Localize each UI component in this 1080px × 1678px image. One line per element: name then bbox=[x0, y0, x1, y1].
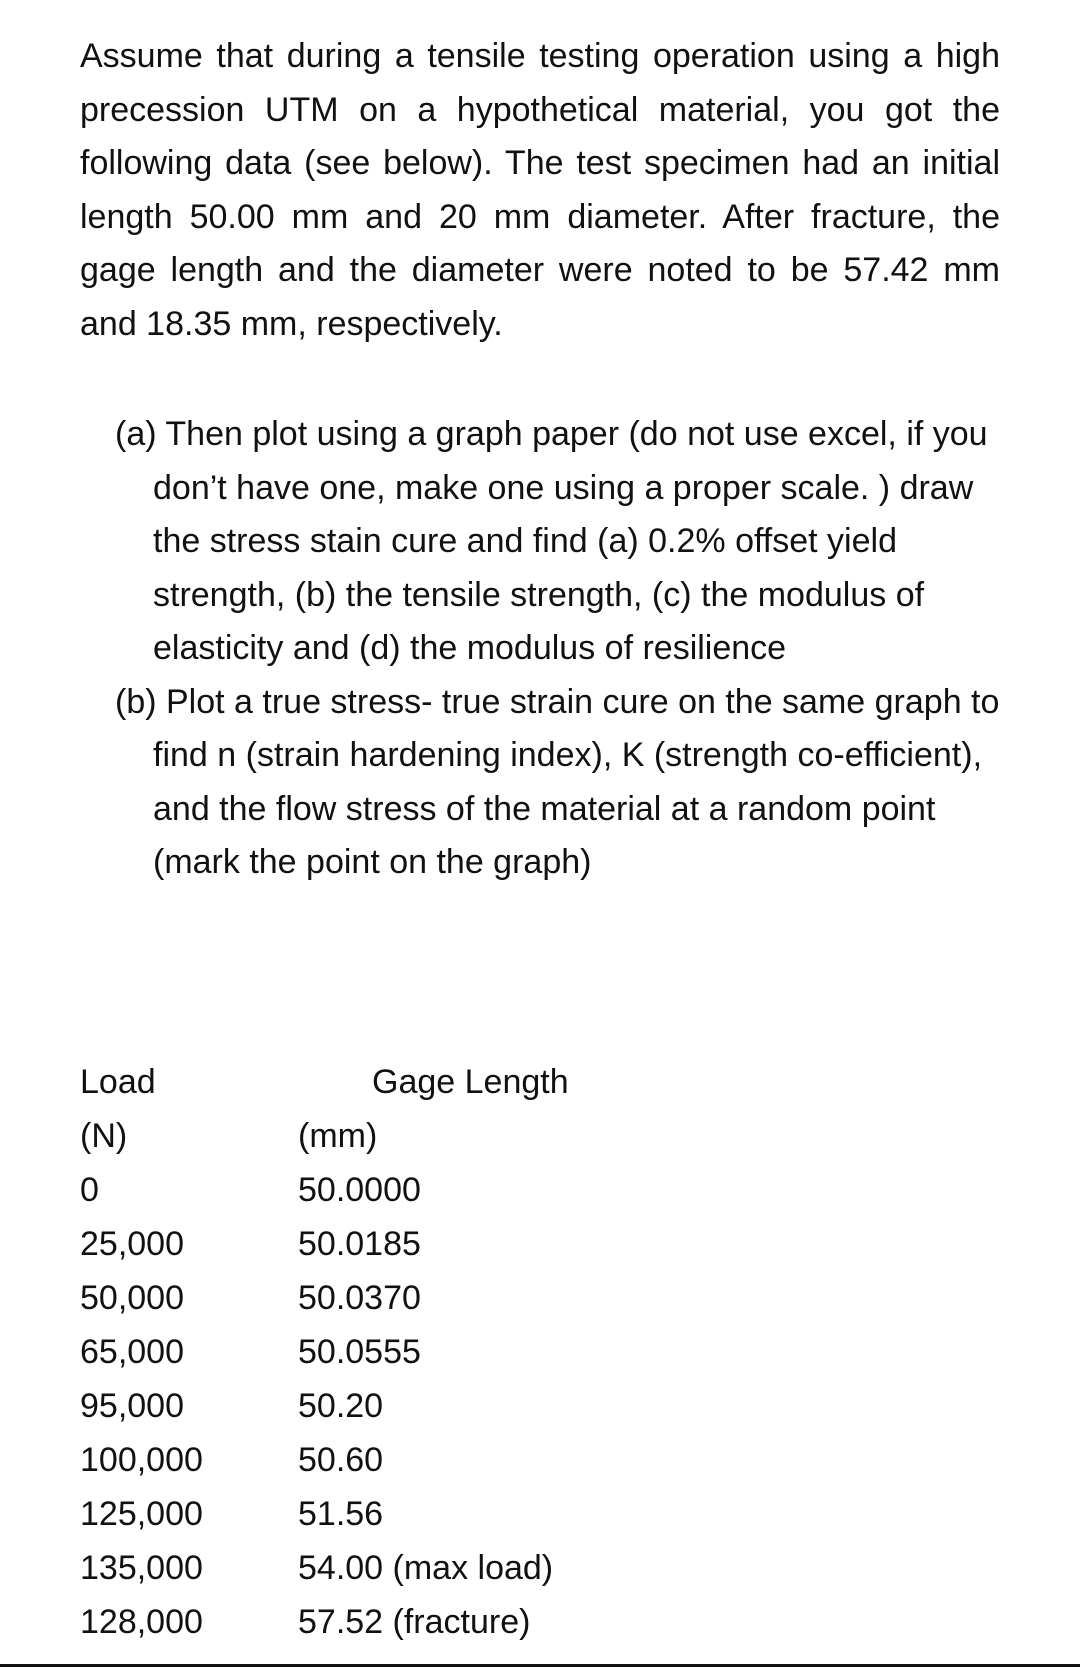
load-cell: 125,000 bbox=[80, 1495, 203, 1533]
table-row bbox=[80, 1379, 680, 1433]
question-list bbox=[115, 408, 1005, 890]
load-cell: 25,000 bbox=[80, 1225, 184, 1263]
header-gage-length: Gage Length bbox=[372, 1063, 569, 1101]
table-row bbox=[80, 1541, 680, 1595]
question-part-b: (b) Plot a true stress- true strain cure on the same graph to find n (strain hardening index), K (strength co-efficient), and the flow stress of the material at a random point (mark the point on the graph) bbox=[115, 682, 1000, 881]
table-header-units-row bbox=[80, 1109, 680, 1163]
question-part-a: (a) Then plot using a graph paper (do not use excel, if you don’t have one, make one using a proper scale. ) draw the stress stain cure and find (a) 0.2% offset yield strength, (b) the tensile strength, (c) the modulus of elasticity and (d) the modulus of resilience bbox=[115, 415, 988, 667]
length-cell: 51.56 bbox=[298, 1495, 384, 1533]
table-row bbox=[80, 1487, 680, 1541]
load-cell: 135,000 bbox=[80, 1549, 203, 1587]
load-cell: 100,000 bbox=[80, 1441, 203, 1479]
data-table bbox=[80, 1055, 680, 1649]
table-row bbox=[80, 1325, 680, 1379]
load-cell: 0 bbox=[80, 1171, 99, 1209]
table-row bbox=[80, 1217, 680, 1271]
length-cell: 50.0370 bbox=[298, 1279, 421, 1317]
length-cell: 50.20 bbox=[298, 1387, 384, 1425]
length-cell: 50.0000 bbox=[298, 1171, 421, 1209]
table-row bbox=[80, 1163, 680, 1217]
table-row bbox=[80, 1433, 680, 1487]
load-cell: 50,000 bbox=[80, 1279, 184, 1317]
header-gage-length-unit: (mm) bbox=[298, 1117, 378, 1155]
header-load: Load bbox=[80, 1063, 156, 1101]
length-cell: 50.60 bbox=[298, 1441, 384, 1479]
length-cell: 50.0555 bbox=[298, 1333, 421, 1371]
load-cell: 128,000 bbox=[80, 1603, 203, 1641]
length-cell: 57.52 (fracture) bbox=[298, 1603, 531, 1641]
table-row bbox=[80, 1595, 680, 1649]
length-cell: 54.00 (max load) bbox=[298, 1549, 554, 1587]
table-header-row bbox=[80, 1055, 680, 1109]
header-load-unit: (N) bbox=[80, 1117, 128, 1155]
bottom-divider bbox=[0, 1664, 1080, 1667]
load-cell: 65,000 bbox=[80, 1333, 184, 1371]
load-cell: 95,000 bbox=[80, 1387, 184, 1425]
table-row bbox=[80, 1271, 680, 1325]
problem-statement: Assume that during a tensile testing operation using a high precession UTM on a hypothetical material, you got the following data (see below). The test specimen had an initial length 50.00 mm and 20 mm diameter. After fracture, the gage length and the diameter were noted to be 57.42 mm and 18.35 mm, respectively. bbox=[80, 37, 1000, 343]
length-cell: 50.0185 bbox=[298, 1225, 421, 1263]
